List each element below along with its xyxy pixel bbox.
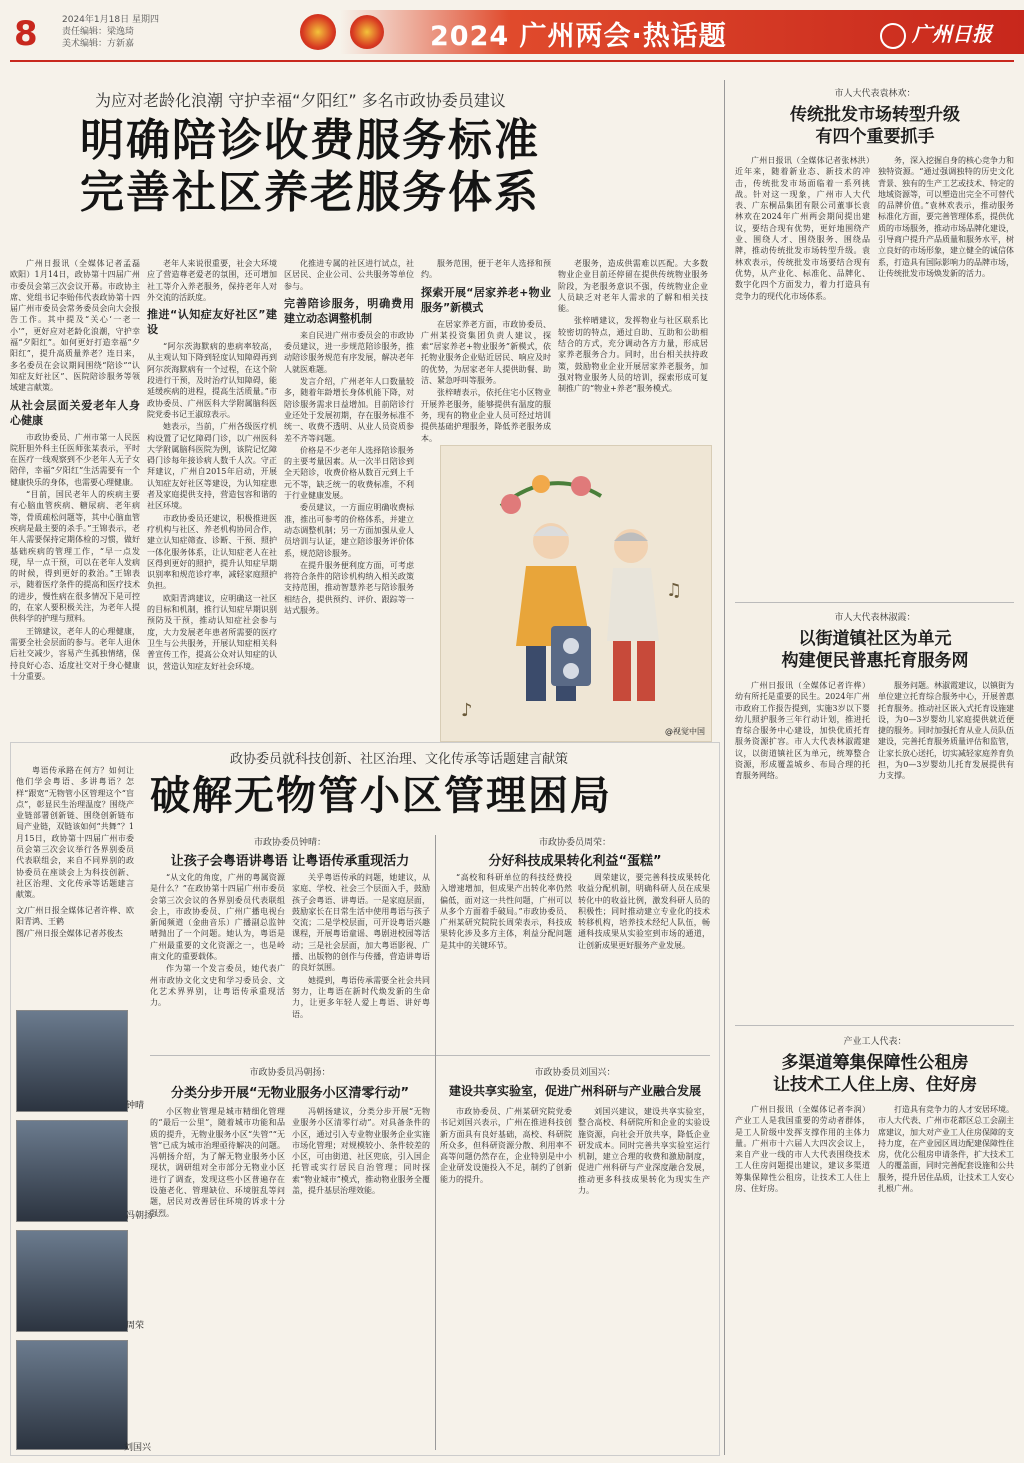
section-heading: 从社会层面关爱老年人身心健康 [10,398,140,427]
sidebar-kicker-2: 市人大代表林淑霞： [834,613,916,623]
substory-headline: 分好科技成果转化利益“蛋糕” [488,854,662,869]
photo-caption: 钟晴 [126,1101,145,1111]
section-title: 2024 广州两会·热话题 [430,21,727,52]
illustration-credit: @视觉中国 [665,727,705,736]
illustration-svg [441,446,711,741]
lower-subhead: 政协委员就科技创新、社区治理、文化传承等话题建言献策 [230,752,569,767]
substory-headline: 建设共享实验室，促进广州科研与产业融合发展 [448,1084,701,1098]
portrait-photo [16,1120,128,1222]
header-meta [62,14,159,50]
substory-kicker: 市政协委员周荣： [538,838,611,848]
substory-column-divider [435,835,436,1450]
newspaper-logo [880,18,992,49]
main-col-5: 老服务，造成供需难以匹配。大多数物业企业目前还停留在提供传统物业服务阶段，为老服务意识不强，传统物业企业人员缺乏对老年人需求的了解和相关技能。 张梓晴建议，发挥物业与社区联系比较密切的特点，通过自助、互助和公助相结合的方式，充分调动各方力量，形成居家养老服务合力。同时，出台相关扶持政策，鼓励物业企业开展居家养老服务，加强对物业服务人员的培训，探索形成可复制推广的“物业+养老”服务模式。 [558,259,708,394]
page-header [0,0,1024,76]
svg-text:♪: ♪ [461,700,473,721]
byline: 文/广州日报全媒体记者许桦、欧阳青鸿、王鹤 [16,905,134,926]
substory1-col2: 关乎粤语传承的问题，她建议，从家庭、学校、社会三个层面入手，鼓励孩子会粤语、讲粤语。一是家庭层面，鼓励家长在日常生活中使用粤语与孩子交流；二是学校层面，可开设粤语兴趣课程，开展粤语童谣、粤剧进校园等活动；三是社会层面，加大粤语影视、广播、出版物的创作与传播，营造讲粤语的良好氛围。 她提到，粤语传承需要全社会共同努力，让粤语在新时代焕发新的生命力，让更多年轻人爱上粤语、讲好粤语。 [292,873,430,1019]
photo-caption: 刘国兴 [124,1443,152,1453]
section-heading: 推进“认知症友好社区”建设 [147,308,277,337]
elderly-dancers-illustration [440,445,712,742]
section-heading: 探索开展“居家养老+物业服务”新模式 [421,285,551,314]
sidebar-block2-col2: 服务问题。林淑霞建议，以镇街为单位建立托育综合服务中心，开展普惠托育服务。推动社区嵌入式托育设施建设，为0—3岁婴幼儿家庭提供就近便捷的服务。同时加强托育从业人员队伍建设，完善托育服务质量评估和监管，让家长放心送托，切实减轻家庭养育负担，为0—3岁婴幼儿托育发展提供有力支撑。 [878,681,1014,781]
main-headline [80,115,720,219]
sidebar-block3-col2: 打造具有竞争力的人才安居环境。市人大代表、广州市花都区总工会副主席建议，加大对产业工人住房保障的支持力度，在产业园区周边配建保障性住房，优化公租房申请条件，扩大技术工人的覆盖面，同时完善配套设施和公共服务，提升居住品质，让技术工人安心扎根广州。 [878,1105,1014,1194]
substory-kicker: 市政协委员钟晴： [253,838,326,848]
main-col-2: 老年人来说很重要，社会大环境应了营造尊老爱老的氛围，还可增加社工等介入养老服务，保持老年人对外交流的活跃度。 推进“认知症友好社区”建设 “阿尔茨海默病的患病率较高，从主观认知下降到轻度认知障碍再到阿尔茨海默病有一个过程，在这个阶段进行干预，及时治疗认知障碍，能延缓疾病的进程，提高生活质量。”市政协委员、广州医科大学附属脑科医院党委书记王淑琼表示。 她表示，当前，广州各级医疗机构设置了记忆障碍门诊，以广州医科大学附属脑科医院为例，该院记忆障碍门诊每年接诊病人数千人次。守正拜建议，广州自2015年启动，开展认知症友好社区等建设，为认知症患者及家庭提供支持，营造包容和谐的社区环境。 市政协委员还建议，积极推进医疗机构与社区、养老机构协同合作，建立认知症筛查、诊断、干预、照护一体化服务体系，让认知症老人在社区得到更好的照护，提升认知症早期识别率和规范诊疗率，减轻家庭照护负担。 欧阳青鸿建议，应明确这一社区的目标和机制，推行认知症早期识别预防及干预，推动认知症社会参与度，大力发展老年患者所需要的医疗卫生与公共服务，开展认知症相关科普宣传工作，提高公众对认知症的认识，营造认知症友好社会环境。 [147,259,277,671]
svg-text:♫: ♫ [666,580,683,601]
main-col-1: 广州日报讯（全媒体记者孟磊 欧阳）1月14日，政协第十四届广州市委员会第三次会议开幕。市政协主席、党组书记李贻伟代表政协第十四届广州市委员会常务委员会向大会报告工作。其中提及“关心‘一老一小’”，更好应对老龄化浪潮，守护幸福“夕阳红”。如何更好打造幸福“夕阳红”，提升高质量养老？连日来，多名委员在会议期间围绕“陪诊”“认知症友好社区”、医院陪诊服务等领域建言献策。 从社会层面关爱老年人身心健康 市政协委员、广州市第一人民医院肝胆外科主任医师张某表示，平时在医疗一线观察到不少老年人无子女陪伴，幸福“夕阳红”生活需要有一个健康快乐的身体，也需要心理健康。 “目前，国民老年人的疾病主要有心脑血管疾病、糖尿病、老年病等，骨质疏松问题等，其中心脑血管疾病是最主要的杀手。”王锦表示，老年人需要保持定期体检的习惯，做好基础疾病的管理工作，“早一点发现，早一点干预，可以在老年人发病的时候，得到更好的救治。”王锦表示，随着医疗条件的提高和医疗技术的进步，慢性病在很多情况下是可控的，在家人要积极关注，为老年人提供科学的护理与照料。 王锦建议，老年人的心理健康，需要全社会层面的参与。老年人退休后社交减少，容易产生孤独情绪，保持良好心态、适度社交对于身心健康十分重要。 [10,259,140,681]
column-divider [724,80,725,1455]
headline-line-2: 完善社区养老服务体系 [80,167,540,218]
portrait-photo [16,1340,128,1450]
section-heading: 完善陪诊服务，明确费用建立动态调整机制 [284,296,414,325]
substory-divider [150,1055,710,1056]
substory-headline: 分类分步开展“无物业服务小区清零行动” [170,1086,410,1101]
page-number: 8 [14,14,38,54]
substory3-col2: 周荣建议，要完善科技成果转化收益分配机制，明确科研人员在成果转化中的收益比例，激发科研人员的积极性；同时推动建立专业化的技术转移机构，培养技术经纪人队伍，畅通科技成果从实验室到市场的通道，让创新成果更好服务产业发展。 [578,873,710,950]
sidebar-block1-col2: 务，深入挖掘自身的核心竞争力和独特资源。“通过强调独特的历史文化背景、独有的生产工艺或技术、特定的地域资源等，可以塑造出完全不可替代的品牌价值。”袁林欢表示，推动服务标准化方面，要完善管理体系，提供优质的市场服务，推动市场品牌化建设，引导商户提升产品质量和服务水平，树立良好的市场形象，建立健全的诚信体系，打造具有国际影响力的品牌市场，让传统批发市场焕发新的活力。 [878,156,1014,278]
main-col-3: 化推进专属的社区进行试点，社区居民、企业公司、公共服务等单位参与。 完善陪诊服务，明确费用建立动态调整机制 来自民进广州市委员会的市政协委员建议，进一步规范陪诊服务，推动陪诊服务规范有序发展，解决老年人就医难题。 发言介绍，广州老年人口数量较多，随着年龄增长身体机能下降，对陪诊服务需求日益增加。目前陪诊行业还处于发展初期，存在服务标准不统一、收费不透明、从业人员资质参差不齐等问题。 价格是不少老年人选择陪诊服务的主要考量因素。从一次半日陪诊到全天陪诊，收费价格从数百元到上千元不等，缺乏统一的收费标准，不利于行业健康发展。 委员建议，一方面应明确收费标准，推出可参考的价格体系，并建立动态调整机制；另一方面加强从业人员培训与认证，建立陪诊服务评价体系，规范陪诊服务。 在提升服务便利度方面，可考虑将符合条件的陪诊机构纳入相关政策支持范围，推动智慧养老与陪诊服务相结合，提供预约、评价、跟踪等一站式服务。 [284,259,414,616]
cppcc-emblem-icon [350,15,384,49]
photo-caption: 周荣 [126,1321,145,1331]
sidebar-divider [735,1025,1014,1026]
portrait-photo [16,1230,128,1332]
header-rule [10,60,1014,62]
editor-line: 责任编辑：梁逸琦 [62,27,135,37]
date-line: 2024年1月18日 星期四 [62,15,159,25]
substory3-col1: “高校和科研单位的科技经费投入增速增加，但成果产出转化率仍然偏低，面对这一共性问题，广州可以从多个方面着手破局。”市政协委员、广州某研究院院长周荣表示，科技成果转化涉及多方主体，利益分配问题是其中的关键环节。 [440,873,572,950]
sidebar-block3-col1: 广州日报讯（全媒体记者李润）产业工人是我国重要的劳动者群体，是工人阶级中发挥支撑作用的主体力量。广州市十六届人大四次会议上，来自产业一线的市人大代表围绕技术工人住房问题提出建议，建议多渠道筹集保障性公租房，让技术工人住上房、住好房。 [735,1105,870,1194]
substory-headline: 让孩子会粤语讲粤语 让粤语传承重现活力 [170,854,410,869]
main-col-4: 服务范围，便于老年人选择和预约。 探索开展“居家养老+物业服务”新模式 在居家养老方面，市政协委员、广州某投资集团负责人建议，探索“居家养老+物业服务”新模式，依托物业服务企业贴近居民、响应及时的优势，为居家老年人提供助餐、助洁、紧急呼叫等服务。 张梓晴表示，依托住宅小区物业开展养老服务，能够提供有温度的服务，现有的物业企业人员可经过培训提供基础护理服务，降低养老服务成本。 [421,259,551,443]
sidebar-headline-2: 以街道镇社区为单元 构建便民普惠托育服务网 [781,629,969,671]
portrait-photo [16,1010,128,1112]
logo-text: 广州日报 [912,22,992,46]
sidebar-kicker-3: 产业工人代表： [843,1037,907,1047]
sidebar-headline-1: 传统批发市场转型升级 有四个重要抓手 [790,105,960,147]
sidebar-block1-col1: 广州日报讯（全媒体记者张林洪）近年来，随着新业态、新技术的冲击，传统批发市场面临着一系列挑战。针对这一现象，广州市人大代表、广东桐品集团有限公司董事长袁林欢在2024年广州两会期间提出建议，要结合现有优势，更好地围绕产业、围绕人才、围绕服务、围绕品牌，推动传统批发市场转型升级。袁林欢表示，传统批发市场要结合现有优势，从产业化、标准化、品牌化、数字化四个方面发力，着力打造具有竞争力的现代化市场体系。 [735,156,870,301]
substory1-col1: “从文化的角度，广州的粤属资源是什么？”在政协第十四届广州市委员会第三次会议的各界别委员代表联组会上，市政协委员、广州广播电视台新闻频道（金曲音乐）广播副总监钟晴抛出了一个问题。她认为，粤语是广州最重要的文化资源之一，也是岭南文化的重要载体。 作为第一个发言委员，她代表广州市政协文化文史和学习委员会、文化艺术界界别，让粤语传承重现活力。 [150,873,285,1008]
photo-caption: 冯朝扬 [126,1211,154,1221]
lower-intro: 粤语传承路在何方？如何让他们学会粤语、多讲粤语？怎样“跟宽”无物管小区管理这个“盲点”，彰显民生治理温度？围绕产业链部署创新链、围绕创新链布局产业链，双链该如何“共舞”？1月15日，政协第十四届广州市委员会第三次会议举行各界别委员代表联组会，来自不同界别的政协委员在座谈会上为科技创新、社区治理、文化传承等话题建言献策。 文/广州日报全媒体记者许桦、欧阳青鸿、王鹤 图/广州日报全媒体记者苏俊杰 [16,766,134,939]
headline-line-1: 明确陪诊收费服务标准 [80,115,540,166]
photo-credit: 图/广州日报全媒体记者苏俊杰 [16,929,123,939]
substory-kicker: 市政协委员刘国兴： [534,1068,616,1078]
national-emblem-icon [300,14,336,50]
designer-line: 美术编辑：方新嘉 [62,39,135,49]
logo-ring-icon [880,23,906,49]
main-subhead: 为应对老龄化浪潮 守护幸福“夕阳红” 多名市政协委员建议 [95,91,506,110]
substory-kicker: 市政协委员冯朝扬： [249,1068,331,1078]
sidebar-headline-3: 多渠道筹集保障性公租房 让技术工人住上房、住好房 [773,1053,977,1095]
substory4-col2: 刘国兴建议，建设共享实验室，整合高校、科研院所和企业的实验设施资源，向社会开放共享，降低企业研发成本。同时完善共享实验室运行机制，建立合理的收费和激励制度，促进广州科研与产业深度融合发展，推动更多科技成果转化为现实生产力。 [578,1107,710,1196]
substory2-col2: 冯朝扬建议，分类分步开展“无物业服务小区清零行动”。对具备条件的小区，通过引入专业物业服务企业实施市场化管理；对规模较小、条件较差的小区，可由街道、社区兜底，引入国企托管或实行居民自治管理；同时探索“物业城市”模式，推动物业服务全覆盖，提升基层治理效能。 [292,1107,430,1196]
sidebar-divider [735,602,1014,603]
sidebar-kicker-1: 市人大代表袁林欢： [834,89,916,99]
lower-headline: 破解无物管小区管理困局 [150,772,612,819]
sidebar-block2-col1: 广州日报讯（全媒体记者许桦）幼有所托是重要的民生。2024年广州市政府工作报告提到，实施3岁以下婴幼儿照护服务三年行动计划，推进托育综合服务中心建设，加快优质托育服务资源扩容。市人大代表林淑霞建议，以街道镇社区为单元，统筹整合资源，形成覆盖城乡、布局合理的托育服务网络。 [735,681,870,781]
substory2-col1: 小区物业管理是城市精细化管理的“最后一公里”，随着城市功能和品质的提升，无物业服务小区“失管”“无管”已成为城市治理亟待解决的问题。冯朝扬介绍，为了解无物业服务小区现状，调研组对全市部分无物业小区进行了调查，发现这些小区普遍存在设施老化、管理缺位、环境脏乱等问题，居民对改善居住环境的诉求十分强烈。 [150,1107,285,1218]
substory4-col1: 市政协委员、广州某研究院党委书记刘国兴表示，广州在推进科技创新方面具有良好基础，高校、科研院所众多，但科研资源分散、利用率不高等问题仍然存在，企业特别是中小企业研发设施投入不足，制约了创新能力的提升。 [440,1107,572,1184]
